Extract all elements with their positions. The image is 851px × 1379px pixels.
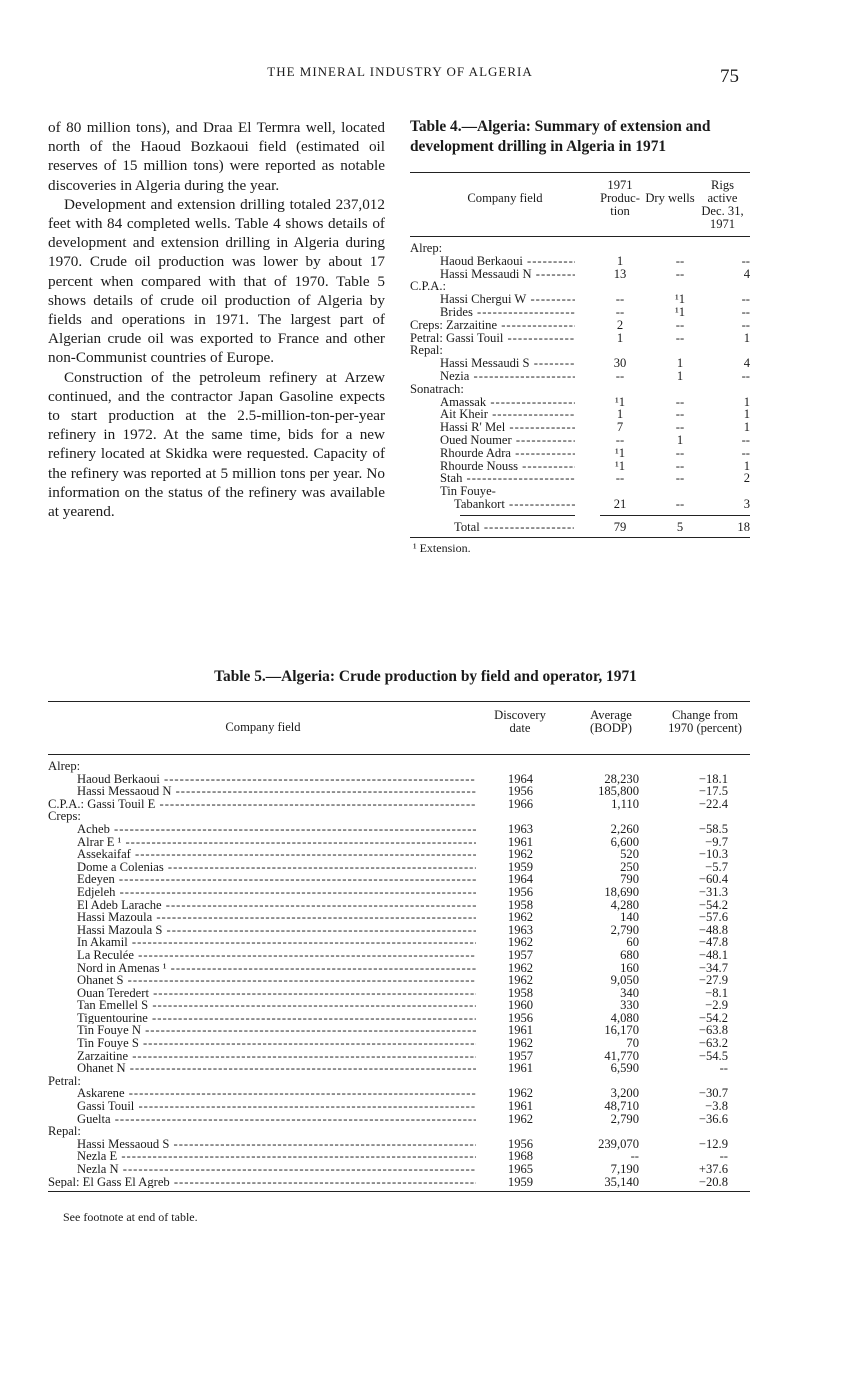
table4-rigs-cell: 1 bbox=[743, 420, 750, 435]
table5-field-label: Hassi Mazoula ----- bbox=[77, 911, 476, 924]
table4-total-rigs: 18 bbox=[737, 519, 750, 534]
table5-field-label: Nezla E ----- bbox=[77, 1150, 476, 1163]
table5-row bbox=[48, 1176, 750, 1189]
table4-dry-wells-cell: 1 bbox=[676, 432, 684, 447]
table4-field-label: Hassi Messaudi S ----- bbox=[440, 357, 575, 370]
table4-total-row bbox=[410, 515, 750, 537]
table5-change-cell: -- bbox=[719, 1061, 728, 1076]
table5-discovery-cell: 1964 bbox=[507, 771, 534, 786]
table4-field-label: Creps: Zarzaitine ----- bbox=[410, 319, 575, 332]
table5-discovery-cell: 1962 bbox=[507, 960, 534, 975]
table4-dry-wells-cell: -- bbox=[675, 330, 685, 345]
table4-row bbox=[410, 434, 750, 447]
table4-footnote: ¹ Extension. bbox=[413, 541, 471, 555]
table5-field-label: Ouan Teredert ----- bbox=[77, 987, 476, 1000]
table5-row bbox=[48, 999, 750, 1012]
table5-average-cell: 4,080 bbox=[610, 1010, 639, 1025]
table5-row bbox=[48, 1087, 750, 1100]
table4-col-production: 1971 Produc- tion bbox=[600, 178, 640, 218]
table5-title: Table 5.—Algeria: Crude production by field and operator, 1971 bbox=[214, 668, 637, 685]
running-title: THE MINERAL INDUSTRY OF ALGERIA bbox=[267, 64, 533, 79]
table5-col-average: Average (BODP) bbox=[590, 708, 632, 735]
table5-field-label: Assekaifaf ----- bbox=[77, 848, 476, 861]
table4-rigs-cell: -- bbox=[741, 445, 750, 460]
table5-field-label: Repal: bbox=[48, 1125, 81, 1138]
table5-change-cell: −17.5 bbox=[698, 784, 728, 799]
table5-field-label: Ohanet N ----- bbox=[77, 1062, 476, 1075]
table4-production-cell: 1 bbox=[616, 407, 624, 422]
table4-production-cell: 2 bbox=[616, 317, 624, 332]
table5 bbox=[48, 701, 750, 1192]
table4-col-dry-wells: Dry wells bbox=[645, 191, 695, 205]
table4-col-rigs: Rigs active Dec. 31, 1971 bbox=[701, 178, 744, 231]
table5-change-cell: +37.6 bbox=[698, 1162, 728, 1176]
table5-discovery-cell: 1960 bbox=[507, 998, 534, 1013]
table5-average-cell: 6,590 bbox=[610, 1061, 639, 1076]
table5-row bbox=[48, 886, 750, 899]
table5-discovery-cell: 1957 bbox=[507, 1048, 534, 1063]
table5-discovery-cell: 1959 bbox=[507, 1174, 534, 1189]
table5-average-cell: 140 bbox=[620, 910, 639, 925]
table4-row bbox=[410, 293, 750, 306]
table5-field-label: Acheb ----- bbox=[77, 823, 476, 836]
table5-row bbox=[48, 836, 750, 849]
table5-field-label: Edjeleh ----- bbox=[77, 886, 476, 899]
table5-change-cell: −20.8 bbox=[698, 1174, 728, 1189]
table5-row bbox=[48, 1062, 750, 1075]
table5-average-cell: 9,050 bbox=[610, 973, 639, 988]
paragraph-3: Construction of the petroleum refinery at Arzew continued, and the contractor Japan Gasoline expects to start production at the 2.5-million-ton-per-year refinery in 1972. At the same time, bids for a new refinery located at Skidka were requested. Capacity of the refinery was reported at 5 million tons per year. No information on the status of the refinery was available at yearend. bbox=[48, 368, 385, 521]
table5-row bbox=[48, 823, 750, 836]
table5-change-cell: −54.2 bbox=[698, 1010, 728, 1025]
table5-row bbox=[48, 785, 750, 798]
table5-discovery-cell: 1961 bbox=[507, 1061, 534, 1076]
table4-rigs-cell: 4 bbox=[743, 266, 750, 281]
table4-total-label: Total ----- bbox=[454, 521, 574, 534]
table5-row bbox=[48, 1125, 750, 1138]
table5-average-cell: 3,200 bbox=[610, 1086, 639, 1101]
table5-change-cell: -- bbox=[719, 1149, 728, 1164]
table5-average-cell: 28,230 bbox=[604, 771, 639, 786]
table4-rigs-cell: 2 bbox=[743, 471, 750, 486]
table4-dry-wells-cell: -- bbox=[675, 445, 685, 460]
table4-production-cell: 30 bbox=[613, 356, 627, 371]
table4-rigs-cell: 3 bbox=[743, 496, 750, 511]
table5-field-label: Tan Emellel S ----- bbox=[77, 999, 476, 1012]
body-text bbox=[48, 118, 385, 521]
table5-field-label: El Adeb Larache ----- bbox=[77, 899, 476, 912]
table4-header bbox=[410, 173, 750, 237]
table4-row bbox=[410, 357, 750, 370]
table5-footnote: See footnote at end of table. bbox=[63, 1210, 198, 1224]
table4-field-label: Tabankort ----- bbox=[454, 498, 575, 511]
table4-rigs-cell: 1 bbox=[743, 407, 750, 422]
table5-change-cell: −27.9 bbox=[698, 973, 728, 988]
table5-row bbox=[48, 1138, 750, 1151]
table5-average-cell: 35,140 bbox=[604, 1174, 639, 1189]
table5-change-cell: −8.1 bbox=[705, 985, 728, 1000]
table4-row bbox=[410, 472, 750, 485]
table4-field-label: Alrep: bbox=[410, 242, 443, 255]
table4-total-rule bbox=[460, 515, 575, 516]
table5-average-cell: 680 bbox=[620, 947, 639, 962]
table5-row bbox=[48, 848, 750, 861]
table5-field-label: Edeyen ----- bbox=[77, 873, 476, 886]
table5-change-cell: −30.7 bbox=[698, 1086, 728, 1101]
table4-row bbox=[410, 485, 750, 498]
table5-change-cell: −54.2 bbox=[698, 897, 728, 912]
table5-discovery-cell: 1963 bbox=[507, 922, 534, 937]
table5-average-cell: 239,070 bbox=[598, 1136, 639, 1151]
table4-row bbox=[410, 344, 750, 357]
table5-change-cell: −12.9 bbox=[698, 1136, 728, 1151]
table4-field-label: Hassi R' Mel ----- bbox=[440, 421, 575, 434]
table4-production-cell: ¹1 bbox=[614, 458, 626, 473]
table4-row bbox=[410, 332, 750, 345]
table5-change-cell: −22.4 bbox=[698, 796, 728, 811]
table4-field-label: Oued Noumer ----- bbox=[440, 434, 575, 447]
table4-body bbox=[410, 237, 750, 511]
table4-field-label: Hassi Chergui W ----- bbox=[440, 293, 575, 306]
table4-title: Table 4.—Algeria: Summary of extension and development drilling in Algeria in 1971 bbox=[410, 118, 711, 155]
table5-field-label: C.P.A.: Gassi Touil E ----- bbox=[48, 798, 476, 811]
table5-row bbox=[48, 1100, 750, 1113]
table4-row bbox=[410, 255, 750, 268]
table4-production-cell: -- bbox=[615, 292, 625, 307]
table5-field-label: Nord in Amenas ¹ ----- bbox=[77, 962, 476, 975]
table5-change-cell: −34.7 bbox=[698, 960, 728, 975]
table5-discovery-cell: 1966 bbox=[507, 796, 534, 811]
table5-discovery-cell: 1963 bbox=[507, 821, 534, 836]
table5-field-label: Nezla N ----- bbox=[77, 1163, 476, 1176]
table4-row bbox=[410, 280, 750, 293]
table4-row bbox=[410, 370, 750, 383]
table4-row bbox=[410, 447, 750, 460]
table5-change-cell: −58.5 bbox=[698, 821, 728, 836]
table4-rigs-cell: -- bbox=[741, 253, 750, 268]
table4-rigs-cell: -- bbox=[741, 432, 750, 447]
table5-change-cell: −48.8 bbox=[698, 922, 728, 937]
table5-row bbox=[48, 1037, 750, 1050]
table4-row bbox=[410, 306, 750, 319]
table5-field-label: Hassi Mazoula S ----- bbox=[77, 924, 476, 937]
table5-row bbox=[48, 1113, 750, 1126]
table4-field-label: Brides ----- bbox=[440, 306, 575, 319]
table5-average-cell: 70 bbox=[626, 1036, 639, 1051]
table5-row bbox=[48, 911, 750, 924]
table4-field-label: Amassak ----- bbox=[440, 396, 575, 409]
table5-field-label: Hassi Messaoud S ----- bbox=[77, 1138, 476, 1151]
table4-production-cell: 7 bbox=[616, 420, 624, 435]
table4-field-label: Stah ----- bbox=[440, 472, 575, 485]
table5-discovery-cell: 1964 bbox=[507, 872, 534, 887]
table5-row bbox=[48, 1150, 750, 1163]
table5-average-cell: -- bbox=[630, 1149, 639, 1164]
table4-production-cell: 1 bbox=[616, 253, 624, 268]
table5-field-label: Petral: bbox=[48, 1074, 81, 1088]
table5-change-cell: −2.9 bbox=[705, 998, 728, 1013]
table5-row bbox=[48, 987, 750, 1000]
table5-row bbox=[48, 899, 750, 912]
table4-total-dry-wells: 5 bbox=[676, 519, 684, 534]
table5-discovery-cell: 1962 bbox=[507, 935, 534, 950]
table4-field-label: Nezia ----- bbox=[440, 370, 575, 383]
table4-production-cell: 13 bbox=[613, 266, 627, 281]
table4-production-cell: -- bbox=[615, 432, 625, 447]
table4-field-label: Rhourde Nouss ----- bbox=[440, 460, 575, 473]
table5-row bbox=[48, 1024, 750, 1037]
table5-field-label: Ohanet S ----- bbox=[77, 974, 476, 987]
table5-row bbox=[48, 810, 750, 823]
table4-production-cell: ¹1 bbox=[614, 445, 626, 460]
table4-rigs-cell: 1 bbox=[743, 458, 750, 473]
table4-production-cell: -- bbox=[615, 368, 625, 383]
table4-dry-wells-cell: -- bbox=[675, 407, 685, 422]
table4-field-label: Hassi Messaudi N ----- bbox=[440, 268, 575, 281]
table5-discovery-cell: 1962 bbox=[507, 973, 534, 988]
table4-production-cell: -- bbox=[615, 471, 625, 486]
table4-total-rule bbox=[600, 515, 750, 516]
table5-row bbox=[48, 798, 750, 811]
table5-discovery-cell: 1962 bbox=[507, 1086, 534, 1101]
table5-field-label: Guelta ----- bbox=[77, 1113, 476, 1126]
table4 bbox=[410, 172, 750, 538]
table4-production-cell: ¹1 bbox=[614, 394, 626, 409]
table5-field-label: Dome a Colenias ----- bbox=[77, 861, 476, 874]
table5-average-cell: 340 bbox=[620, 985, 639, 1000]
table5-col-change: Change from 1970 (percent) bbox=[668, 708, 742, 735]
table5-average-cell: 1,110 bbox=[611, 796, 639, 811]
table5-change-cell: −9.7 bbox=[705, 834, 728, 849]
paragraph-2: Development and extension drilling totaled 237,012 feet with 84 completed wells. Table 4 shows details of development and extension drilling in Algeria during 1970. Crude oil production was lower by about 17 percent when compared with that of 1970. Table 5 shows details of crude oil production of Algeria by fields and operations in 1971. The largest part of Algerian crude oil was exported to France and other non-Communist countries of Europe. bbox=[48, 195, 385, 367]
table5-field-label: Creps: bbox=[48, 810, 81, 823]
table5-field-label: Alrep: bbox=[48, 760, 81, 773]
table4-field-label: Ait Kheir ----- bbox=[440, 408, 575, 421]
table4-production-cell: 1 bbox=[616, 330, 624, 345]
table5-field-label: Zarzaitine ----- bbox=[77, 1050, 476, 1063]
table5-body bbox=[48, 755, 750, 1191]
table4-field-label: C.P.A.: bbox=[410, 280, 447, 294]
table5-field-label: La Reculée ----- bbox=[77, 949, 476, 962]
table5-average-cell: 185,800 bbox=[598, 784, 639, 799]
table5-change-cell: −54.5 bbox=[698, 1048, 728, 1063]
table5-row bbox=[48, 962, 750, 975]
table5-field-label: In Akamil ----- bbox=[77, 936, 476, 949]
table5-average-cell: 2,790 bbox=[610, 1111, 639, 1126]
table5-row bbox=[48, 1050, 750, 1063]
table5-change-cell: −57.6 bbox=[698, 910, 728, 925]
table5-field-label: Tiguentourine ----- bbox=[77, 1012, 476, 1025]
table5-row bbox=[48, 1012, 750, 1025]
table5-row bbox=[48, 949, 750, 962]
table4-dry-wells-cell: -- bbox=[675, 496, 685, 511]
table4-dry-wells-cell: -- bbox=[675, 458, 685, 473]
table5-field-label: Sepal: El Gass El Agreb ----- bbox=[48, 1176, 476, 1189]
table5-change-cell: −60.4 bbox=[698, 872, 728, 887]
table4-col-field: Company field bbox=[467, 191, 543, 205]
table4-rigs-cell: 1 bbox=[743, 394, 750, 409]
table5-field-label: Hassi Messaoud N ----- bbox=[77, 785, 476, 798]
table5-row bbox=[48, 773, 750, 786]
table5-average-cell: 18,690 bbox=[604, 884, 639, 899]
table5-change-cell: −48.1 bbox=[698, 947, 728, 962]
paragraph-1: of 80 million tons), and Draa El Termra well, located north of the Haoud Bozkaoui field (estimated oil reserves of 15 million tons) were reported as notable discoveries in Algeria during the year. bbox=[48, 119, 385, 194]
table4-row bbox=[410, 242, 750, 255]
table5-discovery-cell: 1956 bbox=[507, 1010, 534, 1025]
table5-average-cell: 160 bbox=[620, 960, 639, 975]
table4-field-label: Petral: Gassi Touil ----- bbox=[410, 332, 575, 345]
table5-change-cell: −18.1 bbox=[698, 771, 728, 786]
table4-field-label: Tin Fouye- bbox=[440, 485, 496, 498]
table5-average-cell: 4,280 bbox=[610, 897, 639, 912]
table4-rigs-cell: -- bbox=[741, 317, 750, 332]
table5-field-label: Haoud Berkaoui ----- bbox=[77, 773, 476, 786]
table5-change-cell: −47.8 bbox=[698, 935, 728, 950]
table5-average-cell: 330 bbox=[620, 998, 639, 1013]
table5-average-cell: 250 bbox=[620, 859, 639, 874]
table5-row bbox=[48, 760, 750, 773]
table5-average-cell: 2,790 bbox=[610, 922, 639, 937]
table4-row bbox=[410, 421, 750, 434]
table5-field-label: Askarene ----- bbox=[77, 1087, 476, 1100]
table4-dry-wells-cell: ¹1 bbox=[674, 292, 686, 307]
table4-row bbox=[410, 319, 750, 332]
table4-total-production: 79 bbox=[613, 519, 627, 534]
table5-row bbox=[48, 924, 750, 937]
table5-discovery-cell: 1958 bbox=[507, 897, 534, 912]
table5-average-cell: 41,770 bbox=[604, 1048, 639, 1063]
table4-field-label: Rhourde Adra ----- bbox=[440, 447, 575, 460]
table4-dry-wells-cell: 1 bbox=[676, 368, 684, 383]
table5-row bbox=[48, 974, 750, 987]
table5-discovery-cell: 1959 bbox=[507, 859, 534, 874]
table5-discovery-cell: 1956 bbox=[507, 884, 534, 899]
table5-discovery-cell: 1956 bbox=[507, 784, 534, 799]
table4-rigs-cell: 4 bbox=[743, 356, 750, 371]
table5-discovery-cell: 1958 bbox=[507, 985, 534, 1000]
table5-discovery-cell: 1962 bbox=[507, 1111, 534, 1126]
table4-field-label: Sonatrach: bbox=[410, 382, 464, 396]
table5-discovery-cell: 1957 bbox=[507, 947, 534, 962]
table5-change-cell: −63.2 bbox=[698, 1036, 728, 1051]
table5-col-discovery: Discovery date bbox=[494, 708, 546, 735]
table4-dry-wells-cell: -- bbox=[675, 471, 685, 486]
table4-row bbox=[410, 498, 750, 511]
table4-dry-wells-cell: -- bbox=[675, 394, 685, 409]
table5-row bbox=[48, 936, 750, 949]
table5-discovery-cell: 1962 bbox=[507, 910, 534, 925]
table5-discovery-cell: 1968 bbox=[507, 1149, 534, 1164]
table5-average-cell: 48,710 bbox=[604, 1099, 639, 1114]
table4-row bbox=[410, 460, 750, 473]
table4-rigs-cell: -- bbox=[741, 304, 750, 319]
table4-dry-wells-cell: 1 bbox=[676, 356, 684, 371]
table5-change-cell: −3.8 bbox=[705, 1099, 728, 1114]
table4-rigs-cell: 1 bbox=[743, 330, 750, 345]
table4-field-label: Repal: bbox=[410, 344, 443, 358]
table4-production-cell: 21 bbox=[613, 496, 627, 511]
table5-row bbox=[48, 873, 750, 886]
table5-average-cell: 60 bbox=[626, 935, 639, 950]
table4-dry-wells-cell: -- bbox=[675, 253, 685, 268]
table5-change-cell: −5.7 bbox=[705, 859, 728, 874]
table4-production-cell: -- bbox=[615, 304, 625, 319]
table4-dry-wells-cell: -- bbox=[675, 317, 685, 332]
table5-discovery-cell: 1965 bbox=[507, 1162, 534, 1176]
table5-average-cell: 2,260 bbox=[610, 821, 639, 836]
table4-rigs-cell: -- bbox=[741, 368, 750, 383]
table4-row bbox=[410, 383, 750, 396]
table5-change-cell: −63.8 bbox=[698, 1023, 728, 1038]
table4-field-label: Haoud Berkaoui ----- bbox=[440, 255, 575, 268]
page-number: 75 bbox=[720, 66, 739, 87]
table5-average-cell: 16,170 bbox=[604, 1023, 639, 1038]
table5-average-cell: 520 bbox=[620, 847, 639, 862]
table5-field-label: Tin Fouye S ----- bbox=[77, 1037, 476, 1050]
table4-rigs-cell: -- bbox=[741, 292, 750, 307]
table5-discovery-cell: 1961 bbox=[507, 1023, 534, 1038]
table4-dry-wells-cell: -- bbox=[675, 420, 685, 435]
table5-field-label: Tin Fouye N ----- bbox=[77, 1024, 476, 1037]
table5-row bbox=[48, 1075, 750, 1088]
table5-change-cell: −36.6 bbox=[698, 1111, 728, 1126]
table5-field-label: Alrar E ¹ ----- bbox=[77, 836, 476, 849]
table5-discovery-cell: 1961 bbox=[507, 834, 534, 849]
table4-dry-wells-cell: ¹1 bbox=[674, 304, 686, 319]
table5-header bbox=[48, 702, 750, 755]
table5-col-field: Company field bbox=[225, 720, 301, 734]
table4-dry-wells-cell: -- bbox=[675, 266, 685, 281]
table4-row bbox=[410, 408, 750, 421]
table5-field-label: Gassi Touil ----- bbox=[77, 1100, 476, 1113]
table5-discovery-cell: 1962 bbox=[507, 847, 534, 862]
table5-average-cell: 7,190 bbox=[610, 1162, 639, 1176]
table5-change-cell: −31.3 bbox=[698, 884, 728, 899]
table5-discovery-cell: 1961 bbox=[507, 1099, 534, 1114]
table5-discovery-cell: 1962 bbox=[507, 1036, 534, 1051]
table5-average-cell: 790 bbox=[620, 872, 639, 887]
table5-average-cell: 6,600 bbox=[610, 834, 639, 849]
table5-row bbox=[48, 861, 750, 874]
table4-row bbox=[410, 396, 750, 409]
table4-row bbox=[410, 268, 750, 281]
table5-change-cell: −10.3 bbox=[698, 847, 728, 862]
table5-row bbox=[48, 1163, 750, 1176]
table5-discovery-cell: 1956 bbox=[507, 1136, 534, 1151]
